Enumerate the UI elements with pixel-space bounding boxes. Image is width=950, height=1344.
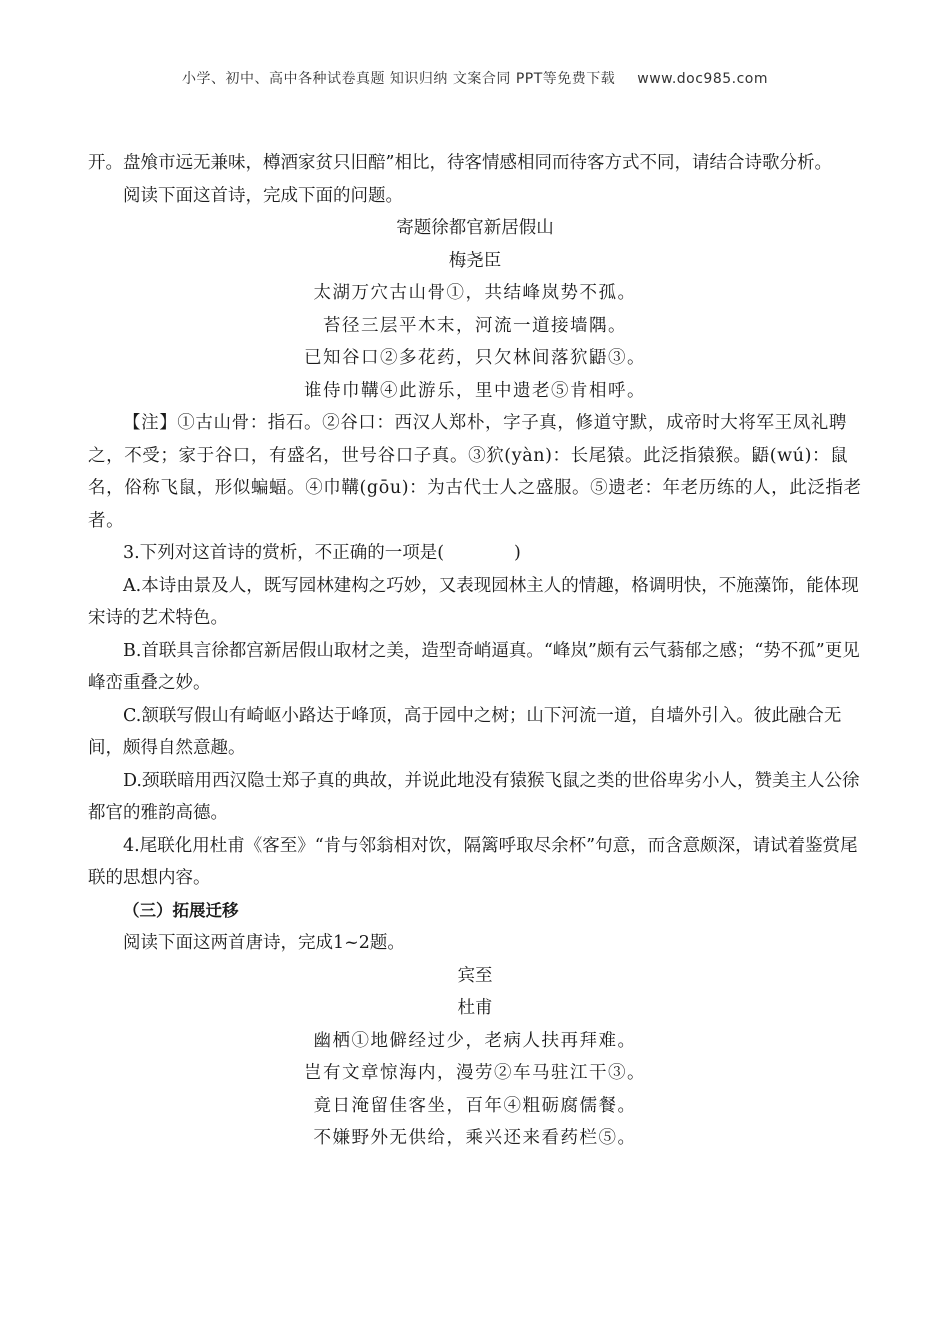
- poem1-line: 太湖万穴古山骨①，共结峰岚势不孤。: [313, 283, 637, 303]
- page-header: [0, 68, 950, 88]
- poem1-author: 梅尧臣: [448, 250, 502, 271]
- section-intro: 阅读下面这两首唐诗，完成1~2题。: [123, 933, 405, 953]
- poem1-line: 已知谷口②多花药，只欠林间落狖鼯③。: [304, 348, 646, 368]
- poem1-line: 谁侍巾鞲④此游乐，里中遗老⑤肯相呼。: [304, 380, 646, 401]
- reading-instruction: 阅读下面这首诗，完成下面的问题。: [123, 185, 403, 206]
- option-b: B.首联具言徐都宫新居假山取材之美，造型奇峭逼真。“峰岚”颇有云气蓊郁之感；“势不孤”更见峰峦重叠之妙。: [88, 640, 860, 693]
- option-d: D.颈联暗用西汉隐士郑子真的典故，并说此地没有猿猴飞鼠之类的世俗卑劣小人，赞美主人公徐都官的雅韵高德。: [88, 770, 860, 823]
- section-heading: （三）拓展迁移: [123, 900, 239, 920]
- document-body: [88, 147, 862, 1155]
- poem2-line: 不嫌野外无供给，乘兴还来看药栏⑤。: [313, 1128, 637, 1148]
- header-text: 小学、初中、高中各种试卷真题 知识归纳 文案合同 PPT等免费下载: [181, 71, 616, 87]
- poem2-line: 幽栖①地僻经过少，老病人扶再拜难。: [313, 1030, 637, 1051]
- question-3: [88, 537, 862, 570]
- poem2-line: 竟日淹留佳客坐，百年④粗砺腐儒餐。: [313, 1095, 637, 1116]
- poem2-title: 宾至: [457, 965, 493, 986]
- poem1-note: 【注】①古山骨：指石。②谷口：西汉人郑朴，字子真，修道守默，成帝时大将军王凤礼聘之，不受；家于谷口，有盛名，世号谷口子真。③狖(yàn)：长尾猿。此泛指猿猴。鼯(wú)：鼠名，俗称飞鼠，形似蝙蝠。④巾鞲(gōu)：为古代士人之盛服。⑤遗老：年老历练的人，此泛指老者。: [88, 413, 862, 531]
- poem1-line: 苔径三层平木末，河流一道接墙隅。: [323, 315, 627, 336]
- header-url[interactable]: www.doc985.com: [637, 71, 769, 87]
- question-3-close: ): [514, 543, 521, 563]
- poem2-author: 杜甫: [457, 998, 493, 1018]
- poem2-line: 岂有文章惊海内，漫劳②车马驻江干③。: [304, 1063, 646, 1083]
- option-c: C.颔联写假山有崎岖小路达于峰顶，高于园中之树；山下河流一道，自墙外引入。彼此融合无间，颇得自然意趣。: [88, 705, 842, 758]
- question-4: 4.尾联化用杜甫《客至》“肯与邻翁相对饮，隔篱呼取尽余杯”句意，而含意颇深，请试着鉴赏尾联的思想内容。: [88, 835, 858, 888]
- question-3-stem: 3.下列对这首诗的赏析，不正确的一项是(: [123, 543, 445, 563]
- paragraph-continuation: 开。盘飧市远无兼味，樽酒家贫只旧醅”相比，待客情感相同而待客方式不同，请结合诗歌分析。: [88, 153, 832, 173]
- option-a: A.本诗由景及人，既写园林建构之巧妙，又表现园林主人的情趣，格调明快，不施藻饰，能体现宋诗的艺术特色。: [88, 575, 859, 628]
- poem1-title: 寄题徐都官新居假山: [396, 218, 554, 238]
